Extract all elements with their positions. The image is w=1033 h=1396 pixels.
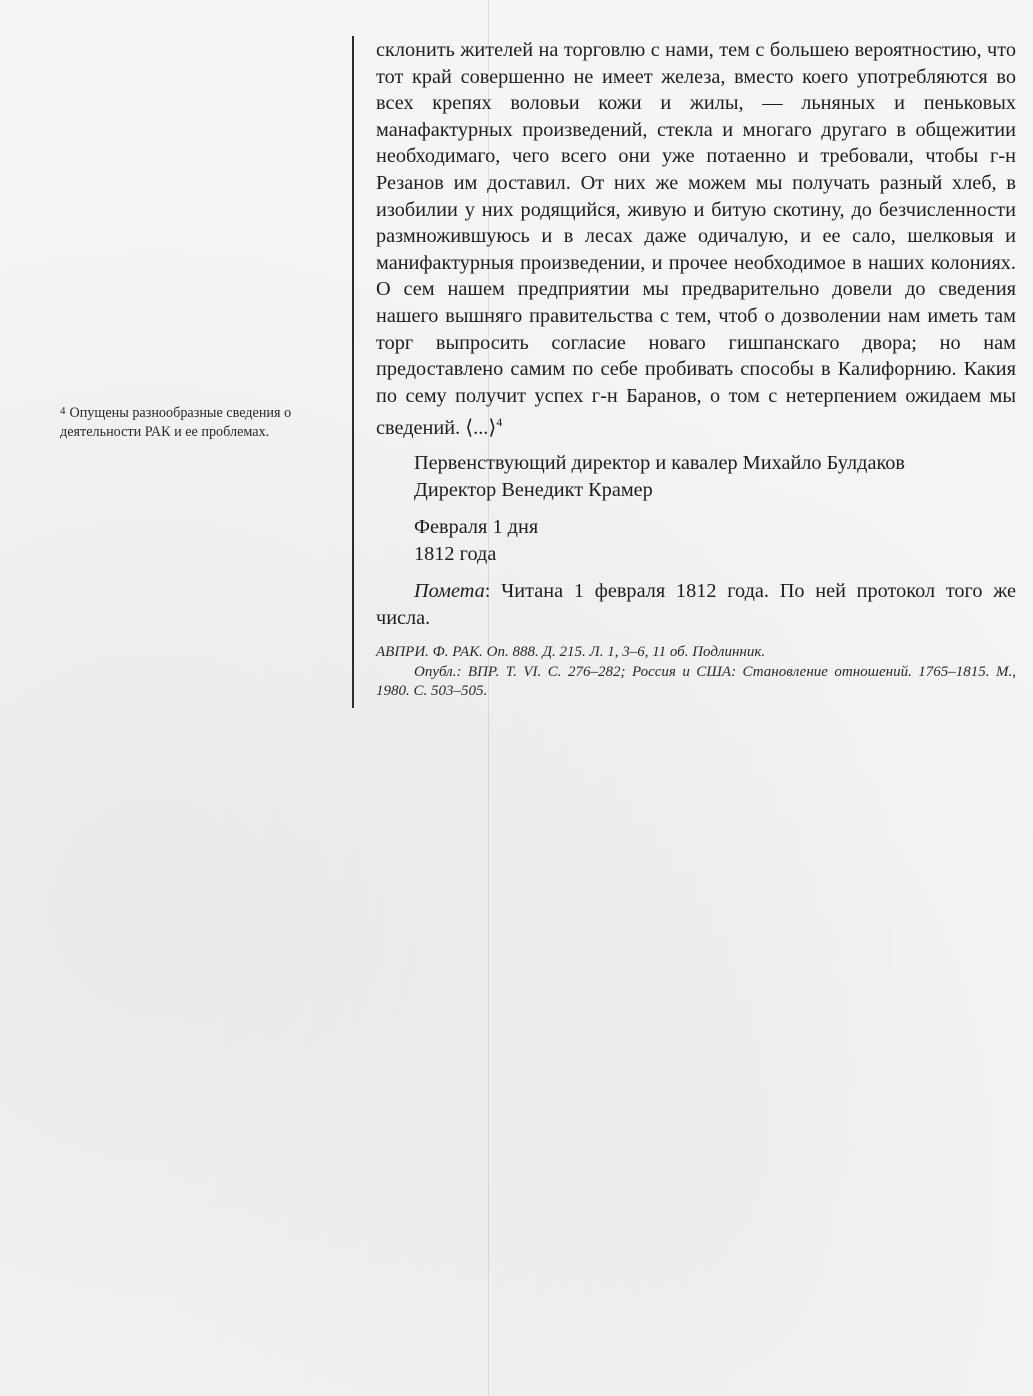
- endorsement-text: : Читана 1 февраля 1812 года. По ней протокол того же числа.: [376, 580, 1016, 629]
- footnote-text: Опущены разнообразные сведения о деятельности РАК и ее проблемах.: [60, 405, 292, 440]
- endorsement-note: [376, 578, 1016, 631]
- footnote: [60, 402, 335, 442]
- date-line-1: Февраля 1 дня: [414, 516, 539, 539]
- main-text-column: [376, 37, 1016, 702]
- footnote-mark: 4: [60, 405, 66, 417]
- date-line-2: 1812 года: [414, 542, 497, 565]
- margin-rule: [352, 36, 354, 708]
- signature-block: [376, 450, 1016, 503]
- date-block: [376, 514, 1016, 567]
- signature-line-2: Директор Венедикт Крамер: [414, 478, 653, 501]
- archive-reference: АВПРИ. Ф. РАК. Оп. 888. Д. 215. Л. 1, 3–6, 11 об. Подлинник.: [376, 644, 766, 661]
- signature-line-1: Первенствующий директор и кавалер Михайло Булдаков: [414, 451, 905, 474]
- letter-paragraph-text: склонить жителей на торговлю с нами, тем с большею вероятностию, что тот край совершенно не имеет железа, вместо коего употребляются во всех крепях воловьи кожи и жилы, — льняных и пеньковых манафактурных произведений, стекла и многаго другаго в общежитии необходимаго, чего всего они уже потаенно и требовали, чтобы г-н Резанов им доставил. От них же можем мы получать разный хлеб, в изобилии у них родящийся, живую и битую скотину, до безчисленности размножившуюсь и в лесах даже одичалую, и ее сало, шелковыя и манифактурныя произведении, и прочее необходимое в наших колониях. О сем нашем предприятии мы предварительно довели до сведения нашего вышняго правительства с тем, чтоб о дозволении нам иметь там торг выпросить согласие новаго гишпанскаго двора; но нам предоставлено самим по себе пробивать способы в Калифорнию. Какия по сему получит успех г-н Баранов, о том с нетерпением ожидаем мы сведений. ⟨...⟩: [376, 39, 1016, 440]
- publication-reference: Опубл.: ВПР. Т. VI. С. 276–282; Россия и США: Становление отношений. 1765–1815. М., 1980. С. 503–505.: [376, 663, 1016, 700]
- endorsement-label: Помета: [414, 580, 485, 603]
- source-citation: [376, 643, 1016, 702]
- letter-paragraph: [376, 37, 1016, 442]
- footnote-reference: 4: [496, 415, 503, 430]
